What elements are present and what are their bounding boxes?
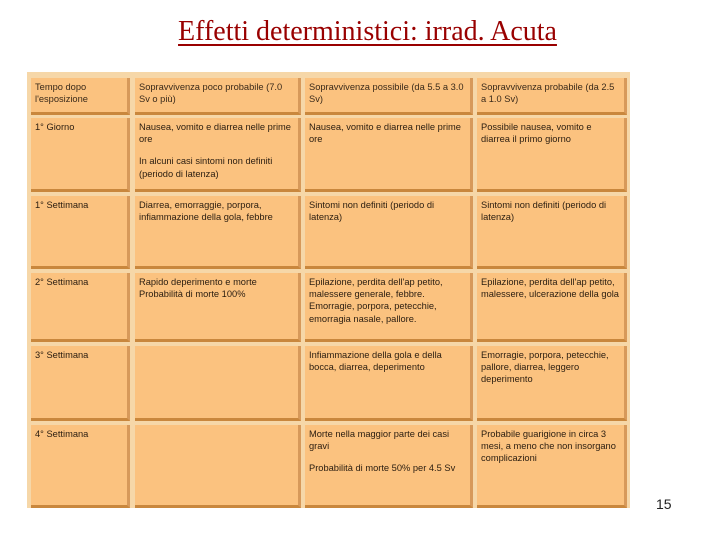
cell-text: Possibile nausea, vomito e diarrea il primo giorno xyxy=(481,122,592,145)
cell-text: Nausea, vomito e diarrea nelle prime ore xyxy=(309,122,461,145)
empty-cell xyxy=(135,425,301,508)
cell-text: Nausea, vomito e diarrea nelle prime ore xyxy=(139,122,291,145)
time-cell xyxy=(31,196,130,269)
header-cell xyxy=(305,78,473,115)
page-number: 15 xyxy=(656,496,672,512)
cell-text: Sopravvivenza poco probabile (7.0 Sv o più) xyxy=(139,82,283,105)
cell-text: 1° Giorno xyxy=(35,122,75,132)
effect-cell xyxy=(477,118,627,192)
cell-text: Emorragie, porpora, petecchie, pallore, diarrea, leggero deperimento xyxy=(481,350,609,385)
cell-text: Probabile guarigione in circa 3 mesi, a meno che non insorgano complicazioni xyxy=(481,429,616,464)
cell-text: 1° Settimana xyxy=(35,200,89,210)
cell-text: Epilazione, perdita dell'ap petito, malessere, ulcerazione della gola xyxy=(481,277,619,300)
time-cell xyxy=(31,118,130,192)
cell-text: Rapido deperimento e morte Probabilità di morte 100% xyxy=(139,277,257,300)
cell-text: Tempo dopo l'esposizione xyxy=(35,82,88,105)
cell-text: Probabilità di morte 50% per 4.5 Sv xyxy=(309,463,456,474)
cell-text: Sopravvivenza possibile (da 5.5 a 3.0 Sv) xyxy=(309,82,464,105)
header-cell xyxy=(477,78,627,115)
time-cell xyxy=(31,425,130,508)
effect-cell xyxy=(477,346,627,421)
cell-text: Sintomi non definiti (periodo di latenza) xyxy=(309,200,435,223)
cell-text: Sintomi non definiti (periodo di latenza) xyxy=(481,200,607,223)
cell-text: Sopravvivenza probabile (da 2.5 a 1.0 Sv) xyxy=(481,82,615,105)
cell-text: Morte nella maggior parte dei casi gravi xyxy=(309,429,450,452)
effect-cell xyxy=(135,273,301,342)
effect-cell xyxy=(305,118,473,192)
time-cell xyxy=(31,346,130,421)
time-cell xyxy=(31,273,130,342)
effect-cell xyxy=(477,196,627,269)
effect-cell xyxy=(305,273,473,342)
effect-cell xyxy=(135,118,301,192)
header-cell xyxy=(31,78,130,115)
cell-text: 3° Settimana xyxy=(35,350,89,360)
cell-text: Diarrea, emorraggie, porpora, infiammazione della gola, febbre xyxy=(139,200,273,223)
cell-text: 2° Settimana xyxy=(35,277,89,287)
cell-text: Infiammazione della gola e della bocca, diarrea, deperimento xyxy=(309,350,442,373)
effect-cell xyxy=(135,196,301,269)
effect-cell xyxy=(305,346,473,421)
cell-text: Epilazione, perdita dell'ap petito, malessere generale, febbre. Emorragie, porpora, petecchie, emorragia nasale, pallore. xyxy=(309,277,443,324)
cell-text: In alcuni casi sintomi non definiti (periodo di latenza) xyxy=(139,156,273,179)
empty-cell xyxy=(135,346,301,421)
effect-cell xyxy=(477,425,627,508)
cell-text: 4° Settimana xyxy=(35,429,89,439)
effect-cell xyxy=(305,196,473,269)
effect-cell xyxy=(477,273,627,342)
effect-cell xyxy=(305,425,473,508)
slide-title: Effetti deterministici: irrad. Acuta xyxy=(178,16,557,47)
header-cell xyxy=(135,78,301,115)
